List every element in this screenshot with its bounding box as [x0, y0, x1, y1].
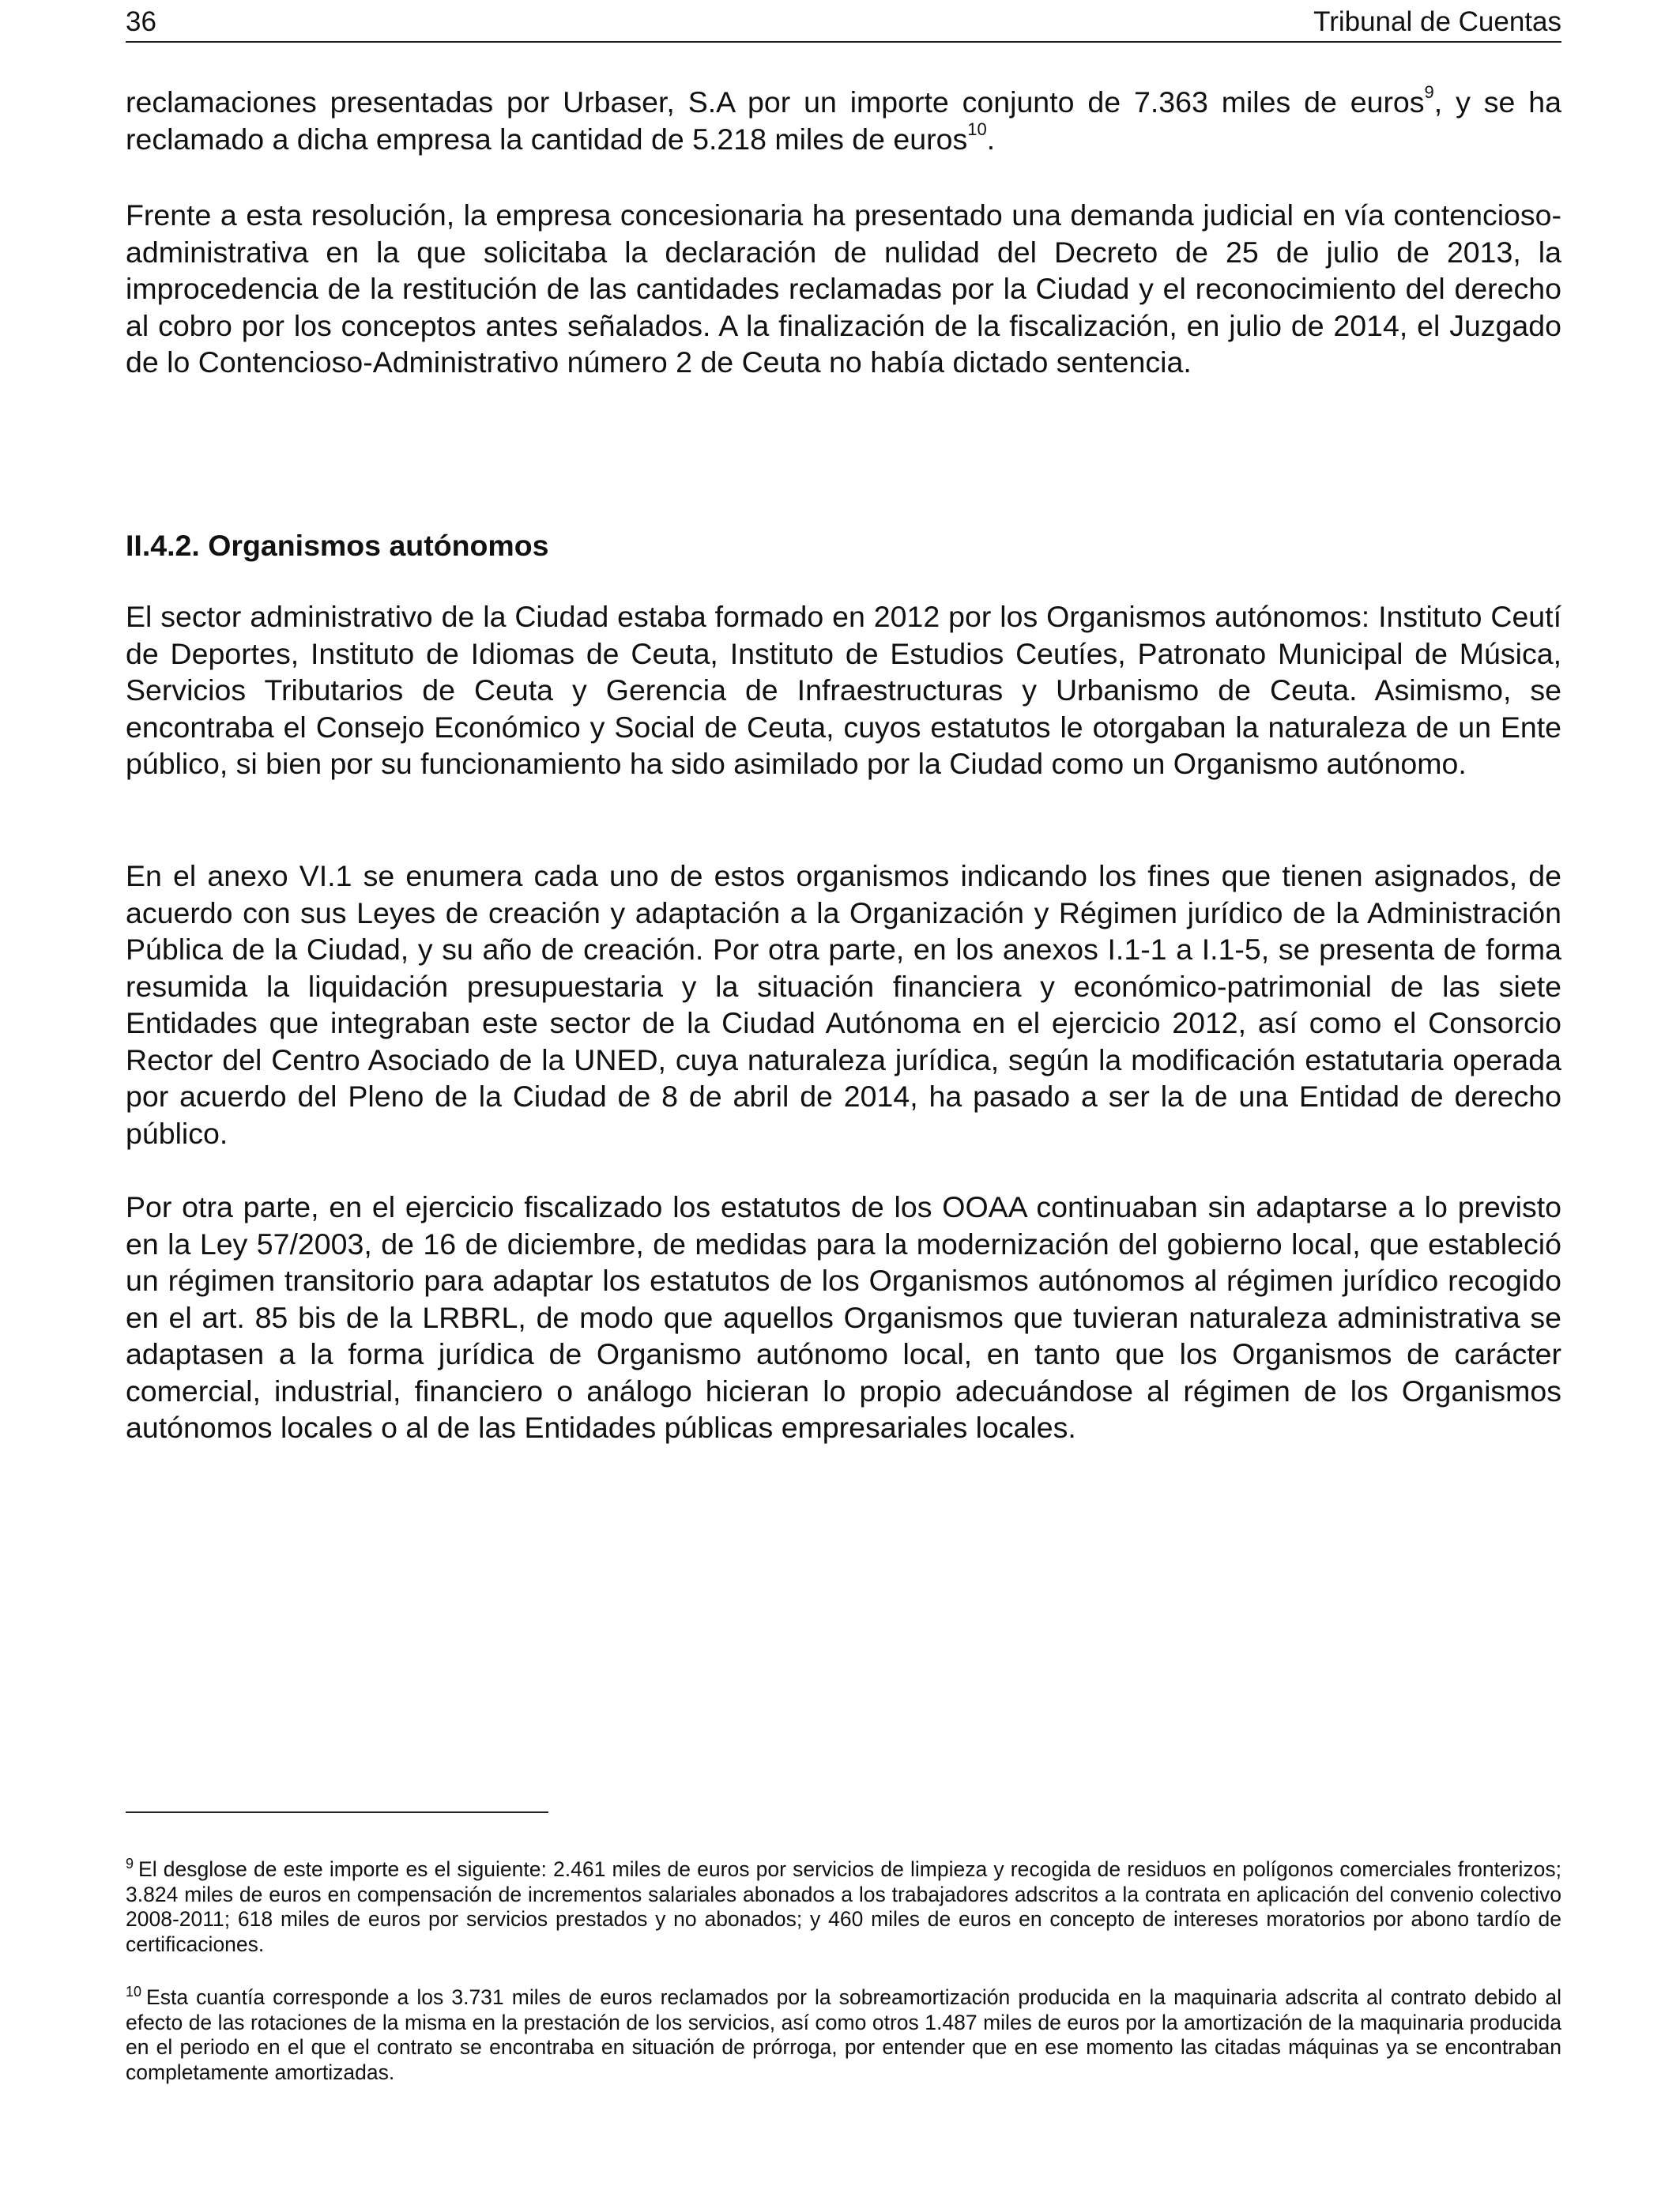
running-title: Tribunal de Cuentas	[1313, 6, 1561, 37]
footnote-10	[126, 1985, 1561, 2085]
footnote-number: 10	[126, 1984, 142, 2000]
paragraph-text: , y se ha reclamado a dicha empresa la cantidad de 5.218 miles de euros	[126, 85, 1561, 156]
paragraph-anexo: En el anexo VI.1 se enumera cada uno de estos organismos indicando los fines que tienen asignados, de acuerdo con sus Leyes de creación y adaptación a la Organización y Régimen jurídico de la Administración Pública de la Ciudad, y su año de creación. Por otra parte, en los anexos I.1-1 a I.1-5, se presenta de forma resumida la liquidación presupuestaria y la situación financiera y económico-patrimonial de las siete Entidades que integraban este sector de la Ciudad Autónoma en el ejercicio 2012, así como el Consorcio Rector del Centro Asociado de la UNED, cuya naturaleza jurídica, según la modificación estatutaria operada por acuerdo del Pleno de la Ciudad de 8 de abril de 2014, ha pasado a ser la de una Entidad de derecho público.	[126, 859, 1561, 1150]
footnote-separator	[126, 1811, 548, 1813]
paragraph-resolucion: Frente a esta resolución, la empresa concesionaria ha presentado una demanda judicial en vía contencioso-administrativa en la que solicitaba la declaración de nulidad del Decreto de 25 de julio de 2013, la improcedencia de la restitución de las cantidades reclamadas por la Ciudad y el reconocimiento del derecho al cobro por los conceptos antes señalados. A la finalización de la fiscalización, en julio de 2014, el Juzgado de lo Contencioso-Administrativo número 2 de Ceuta no había dictado sentencia.	[126, 198, 1561, 379]
paragraph-sector-administrativo: El sector administrativo de la Ciudad estaba formado en 2012 por los Organismos autónomos: Instituto Ceutí de Deportes, Instituto de Idiomas de Ceuta, Instituto de Estudios Ceutíes, Patronato Municipal de Música, Servicios Tributarios de Ceuta y Gerencia de Infraestructuras y Urbanismo de Ceuta. Asimismo, se encontraba el Consejo Económico y Social de Ceuta, cuyos estatutos le otorgaban la naturaleza de un Ente público, si bien por su funcionamiento ha sido asimilado por la Ciudad como un Organismo autónomo.	[126, 600, 1561, 780]
paragraph-text: .	[986, 122, 996, 156]
paragraph-reclamaciones	[126, 84, 1561, 157]
footnote-ref-10[interactable]: 10	[967, 119, 987, 139]
footnote-9	[126, 1857, 1561, 1957]
footnote-text: El desglose de este importe es el siguiente: 2.461 miles de euros por servicios de limpieza y recogida de residuos en polígonos comerciales fronterizos; 3.824 miles de euros en compensación de incrementos salariales abonados a los trabajadores adscritos a la contrata en aplicación del convenio colectivo 2008-2011; 618 miles de euros por servicios prestados y no abonados; y 460 miles de euros en concepto de intereses moratorios por abono tardío de certificaciones.	[126, 1857, 1561, 1956]
paragraph-text: reclamaciones presentadas por Urbaser, S.A por un importe conjunto de 7.363 miles de euros	[126, 85, 1425, 119]
running-header	[126, 3, 1561, 43]
footnote-number: 9	[126, 1856, 134, 1872]
paragraph-estatutos: Por otra parte, en el ejercicio fiscalizado los estatutos de los OOAA continuaban sin adaptarse a lo previsto en la Ley 57/2003, de 16 de diciembre, de medidas para la modernización del gobierno local, que estableció un régimen transitorio para adaptar los estatutos de los Organismos autónomos al régimen jurídico recogido en el art. 85 bis de la LRBRL, de modo que aquellos Organismos que tuvieran naturaleza administrativa se adaptasen a la forma jurídica de Organismo autónomo local, en tanto que los Organismos de carácter comercial, industrial, financiero o análogo hicieran lo propio adecuándose al régimen de los Organismos autónomos locales o al de las Entidades públicas empresariales locales.	[126, 1190, 1561, 1444]
section-heading: II.4.2. Organismos autónomos	[126, 529, 549, 562]
footnote-ref-9[interactable]: 9	[1424, 82, 1434, 102]
footnote-text: Esta cuantía corresponde a los 3.731 miles de euros reclamados por la sobreamortización producida en la maquinaria adscrita al contrato debido al efecto de las rotaciones de la misma en la prestación de los servicios, así como otros 1.487 miles de euros por la amortización de la maquinaria producida en el periodo en el que el contrato se encontraba en situación de prórroga, por entender que en ese momento las citadas máquinas ya se encontraban completamente amortizadas.	[126, 1985, 1561, 2084]
page-number: 36	[126, 6, 156, 37]
